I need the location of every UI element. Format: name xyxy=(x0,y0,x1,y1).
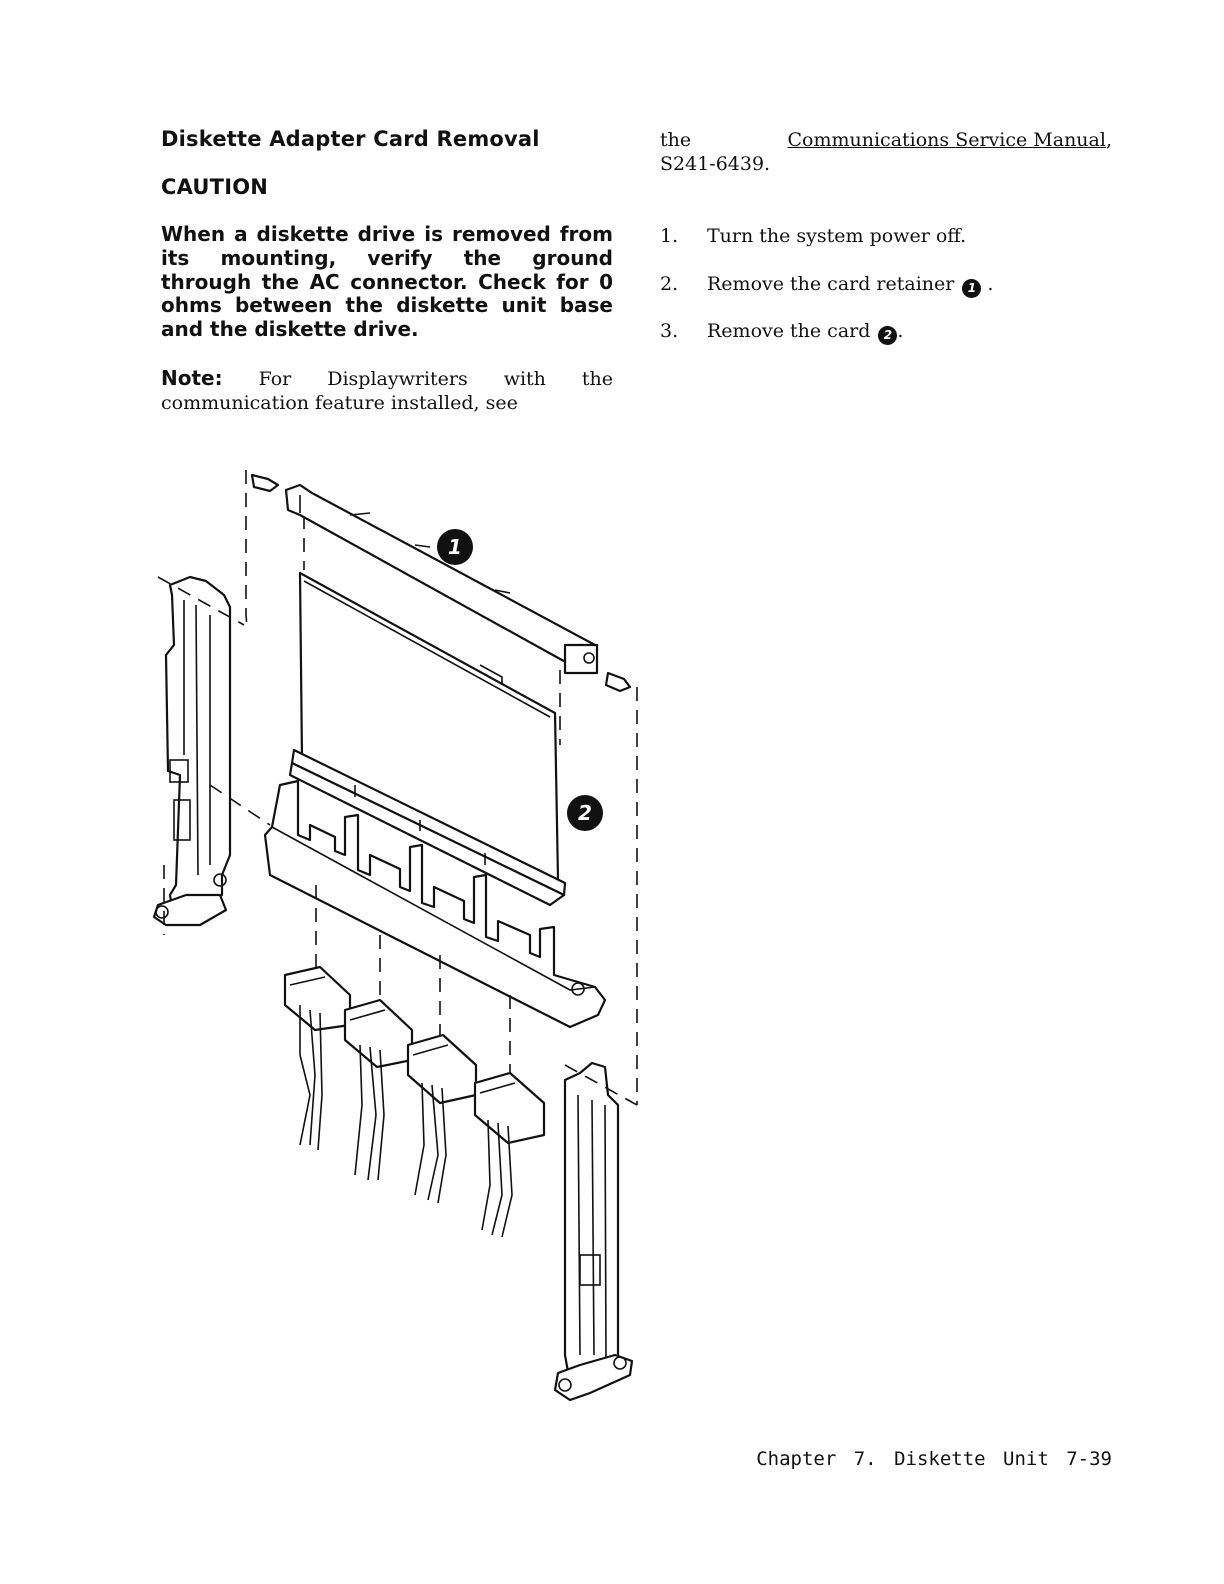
left-side-bracket xyxy=(154,577,270,935)
step-period: . xyxy=(987,272,994,295)
note-label: Note: xyxy=(161,366,223,390)
section-title: Diskette Adapter Card Removal xyxy=(161,127,540,151)
step-item xyxy=(660,319,993,367)
step-text: Remove the card xyxy=(707,320,871,342)
right-side-bracket xyxy=(555,1063,637,1400)
caution-heading: CAUTION xyxy=(161,175,269,199)
cable-connector-3 xyxy=(408,1035,476,1203)
step-period: . xyxy=(897,320,904,342)
page-footer xyxy=(756,1448,1112,1470)
exploded-view-diagram xyxy=(140,455,660,1415)
note-continuation-the: the xyxy=(660,129,692,151)
step-number: 1. xyxy=(660,225,679,247)
step-number: 2. xyxy=(660,272,679,295)
footer-chapter: Chapter 7. xyxy=(756,1448,877,1470)
step-number: 3. xyxy=(660,320,679,342)
procedure-steps xyxy=(660,224,993,367)
callout-badge-1-label: 1 xyxy=(448,535,462,559)
footer-section: Diskette Unit xyxy=(894,1448,1049,1470)
note-paragraph xyxy=(161,366,613,415)
callout-2-icon: 2 xyxy=(878,326,897,345)
cable-connector-4 xyxy=(475,1073,544,1237)
cable-connector-2 xyxy=(345,1000,412,1180)
manual-number: S241-6439. xyxy=(660,153,771,175)
caution-text: When a diskette drive is removed from its mounting, verify the ground through the AC connector. Check for 0 ohms between the diskette unit base and the diskette drive. xyxy=(161,222,613,342)
step-item xyxy=(660,224,993,272)
cable-connector-1 xyxy=(285,967,350,1150)
callout-badge-2-label: 2 xyxy=(578,801,592,825)
step-text: Remove the card retainer xyxy=(707,272,955,295)
callout-1-icon: 1 xyxy=(962,279,981,298)
note-continuation xyxy=(660,128,1112,176)
callout-badge-1 xyxy=(437,529,473,565)
manual-title-comma: , xyxy=(1105,129,1112,151)
note-text: For Displaywriters with the communication feature installed, see xyxy=(161,368,614,414)
cable-connectors xyxy=(285,967,544,1237)
callout-badge-2 xyxy=(567,795,603,831)
step-text: Turn the system power off. xyxy=(707,225,967,247)
step-item xyxy=(660,272,993,320)
footer-page-number: 7-39 xyxy=(1066,1448,1112,1470)
manual-title: Communications Service Manual xyxy=(787,129,1106,151)
